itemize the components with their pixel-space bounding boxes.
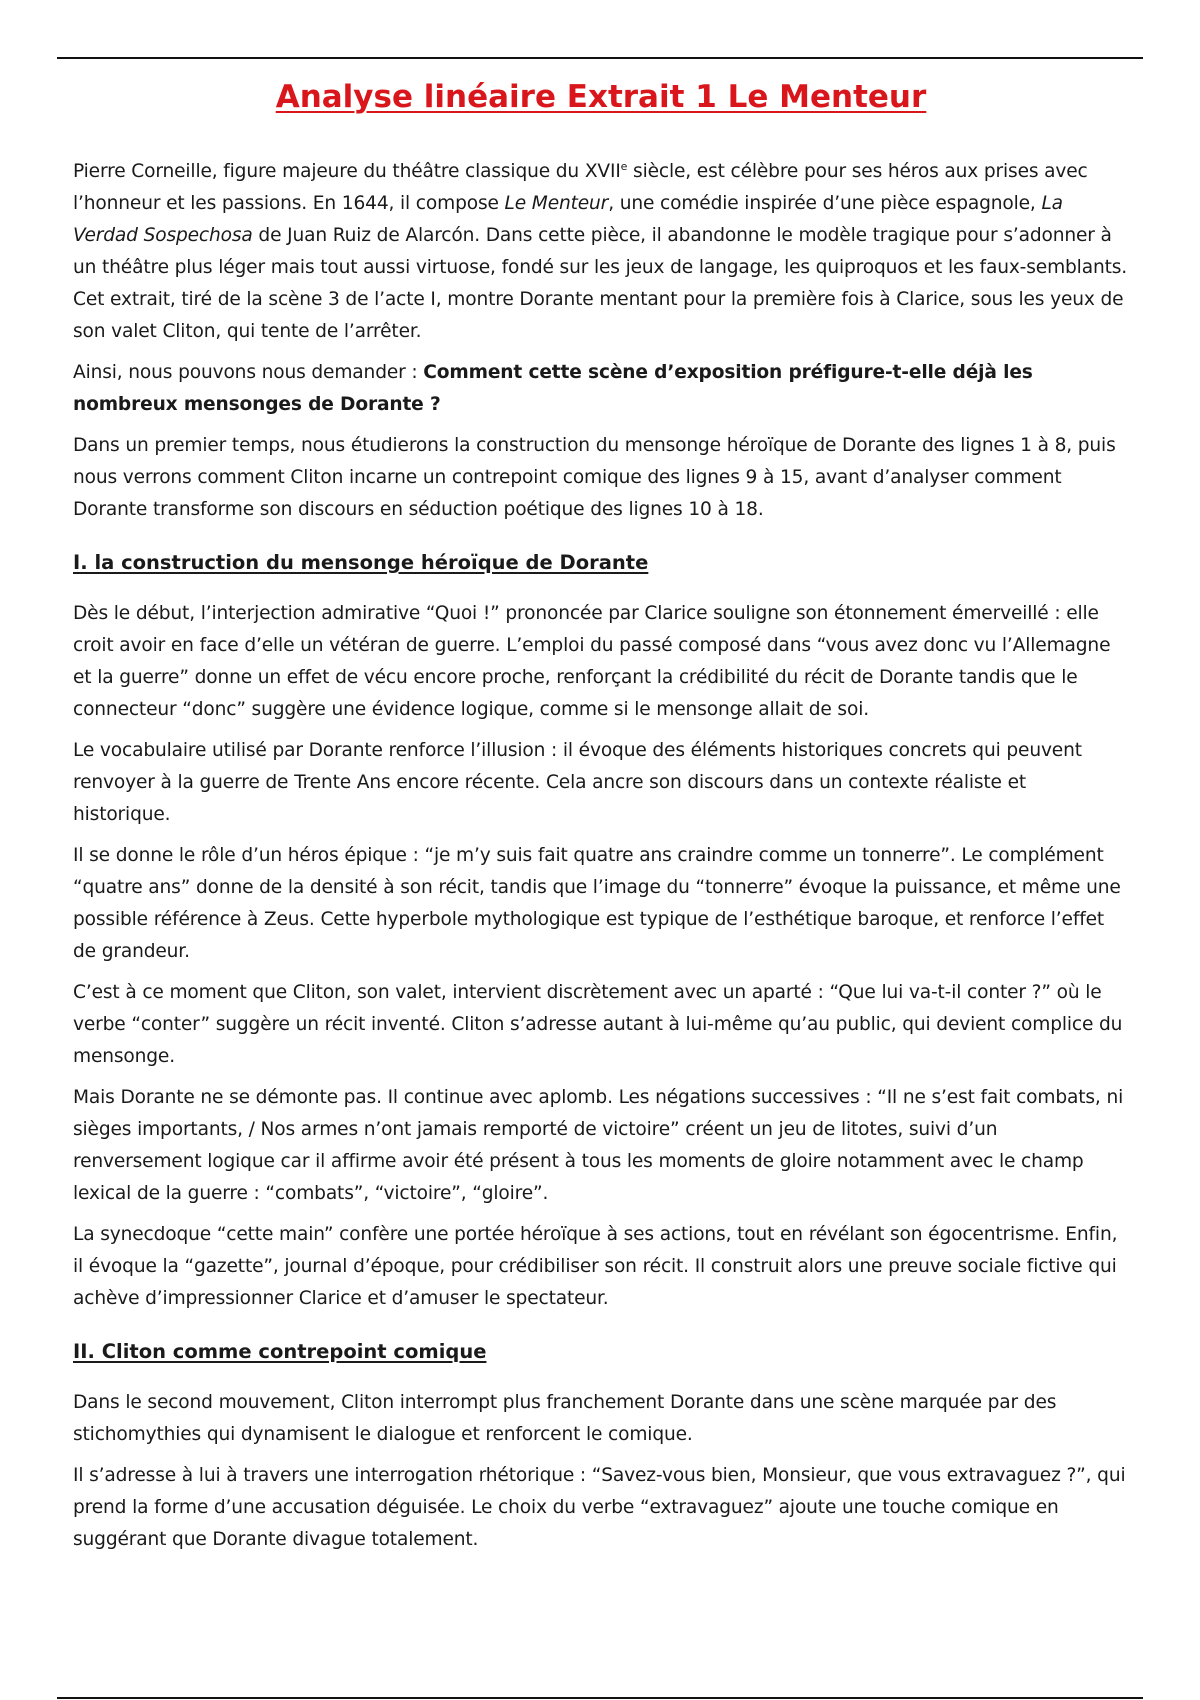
intro-paragraph-problematique xyxy=(73,357,1129,421)
section2-paragraph: Il s’adresse à lui à travers une interrogation rhétorique : “Savez-vous bien, Monsieur, que vous extravaguez ?”, qui prend la forme d’une accusation déguisée. Le choix du verbe “extravaguez” ajoute une touche comique en suggérant que Dorante divague totalement. xyxy=(73,1465,1126,1550)
document-title: Analyse linéaire Extrait 1 Le Menteur xyxy=(275,79,927,115)
text-run: Pierre Corneille, figure majeure du théâtre classique du XVII xyxy=(73,161,621,182)
italic-title: La Verdad Sospechosa xyxy=(73,193,1063,246)
section1-paragraph: C’est à ce moment que Cliton, son valet, intervient discrètement avec un aparté : “Que lui va-t-il conter ?” où le verbe “conter” suggère un récit inventé. Cliton s’adresse autant à lui-même qu’au public, qui devient complice du mensonge. xyxy=(73,982,1123,1067)
section1-paragraph: Il se donne le rôle d’un héros épique : “je m’y suis fait quatre ans craindre comme un tonnerre”. Le complément “quatre ans” donne de la densité à son récit, tandis que l’image du “tonnerre” évoque la puissance, et même une possible référence à Zeus. Cette hyperbole mythologique est typique de l’esthétique baroque, et renforce l’effet de grandeur. xyxy=(73,845,1121,962)
top-rule xyxy=(57,57,1143,59)
text-run: , une comédie inspirée d’une pièce espagnole, xyxy=(608,193,1042,214)
intro-paragraph-plan: Dans un premier temps, nous étudierons la construction du mensonge héroïque de Dorante des lignes 1 à 8, puis nous verrons comment Cliton incarne un contrepoint comique des lignes 9 à 15, avant d’analyser comment Dorante transforme son discours en séduction poétique des lignes 10 à 18. xyxy=(73,435,1116,520)
problematique-question: Comment cette scène d’exposition préfigure-t-elle déjà les nombreux mensonges de Dorante ? xyxy=(73,362,1033,415)
bottom-rule xyxy=(57,1697,1143,1699)
intro-paragraph-context xyxy=(73,156,1129,348)
document-page xyxy=(73,74,1129,1565)
text-run: Ainsi, nous pouvons nous demander : xyxy=(73,362,424,383)
section2-paragraph: Dans le second mouvement, Cliton interrompt plus franchement Dorante dans une scène marquée par des stichomythies qui dynamisent le dialogue et renforcent le comique. xyxy=(73,1392,1057,1445)
text-run: de Juan Ruiz de Alarcón. Dans cette pièce, il abandonne le modèle tragique pour s’adonner à un théâtre plus léger mais tout aussi virtuose, fondé sur les jeux de langage, les quiproquos et les faux-semblants. Cet extrait, tiré de la scène 3 de l’acte I, montre Dorante mentant pour la première fois à Clarice, sous les yeux de son valet Cliton, qui tente de l’arrêter. xyxy=(73,225,1128,342)
section1-paragraph: Dès le début, l’interjection admirative “Quoi !” prononcée par Clarice souligne son étonnement émerveillé : elle croit avoir en face d’elle un vétéran de guerre. L’emploi du passé composé dans “vous avez donc vu l’Allemagne et la guerre” donne un effet de vécu encore proche, renforçant la crédibilité du récit de Dorante tandis que le connecteur “donc” suggère une évidence logique, comme si le mensonge allait de soi. xyxy=(73,603,1111,720)
section1-paragraph: Mais Dorante ne se démonte pas. Il continue avec aplomb. Les négations successives : “Il ne s’est fait combats, ni sièges importants, / Nos armes n’ont jamais remporté de victoire” créent un jeu de litotes, suivi d’un renversement logique car il affirme avoir été présent à tous les moments de gloire notamment avec le champ lexical de la guerre : “combats”, “victoire”, “gloire”. xyxy=(73,1087,1124,1204)
section1-paragraph: Le vocabulaire utilisé par Dorante renforce l’illusion : il évoque des éléments historiques concrets qui peuvent renvoyer à la guerre de Trente Ans encore récente. Cela ancre son discours dans un contexte réaliste et historique. xyxy=(73,740,1082,825)
superscript: e xyxy=(620,159,628,173)
section-heading-1: I. la construction du mensonge héroïque de Dorante xyxy=(73,551,649,574)
italic-title: Le Menteur xyxy=(504,193,609,214)
section-heading-2: II. Cliton comme contrepoint comique xyxy=(73,1340,487,1363)
text-run: siècle, est célèbre pour ses héros aux prises avec l’honneur et les passions. En 1644, il compose xyxy=(73,161,1088,214)
section1-paragraph: La synecdoque “cette main” confère une portée héroïque à ses actions, tout en révélant son égocentrisme. Enfin, il évoque la “gazette”, journal d’époque, pour crédibiliser son récit. Il construit alors une preuve sociale fictive qui achève d’impressionner Clarice et d’amuser le spectateur. xyxy=(73,1224,1118,1309)
